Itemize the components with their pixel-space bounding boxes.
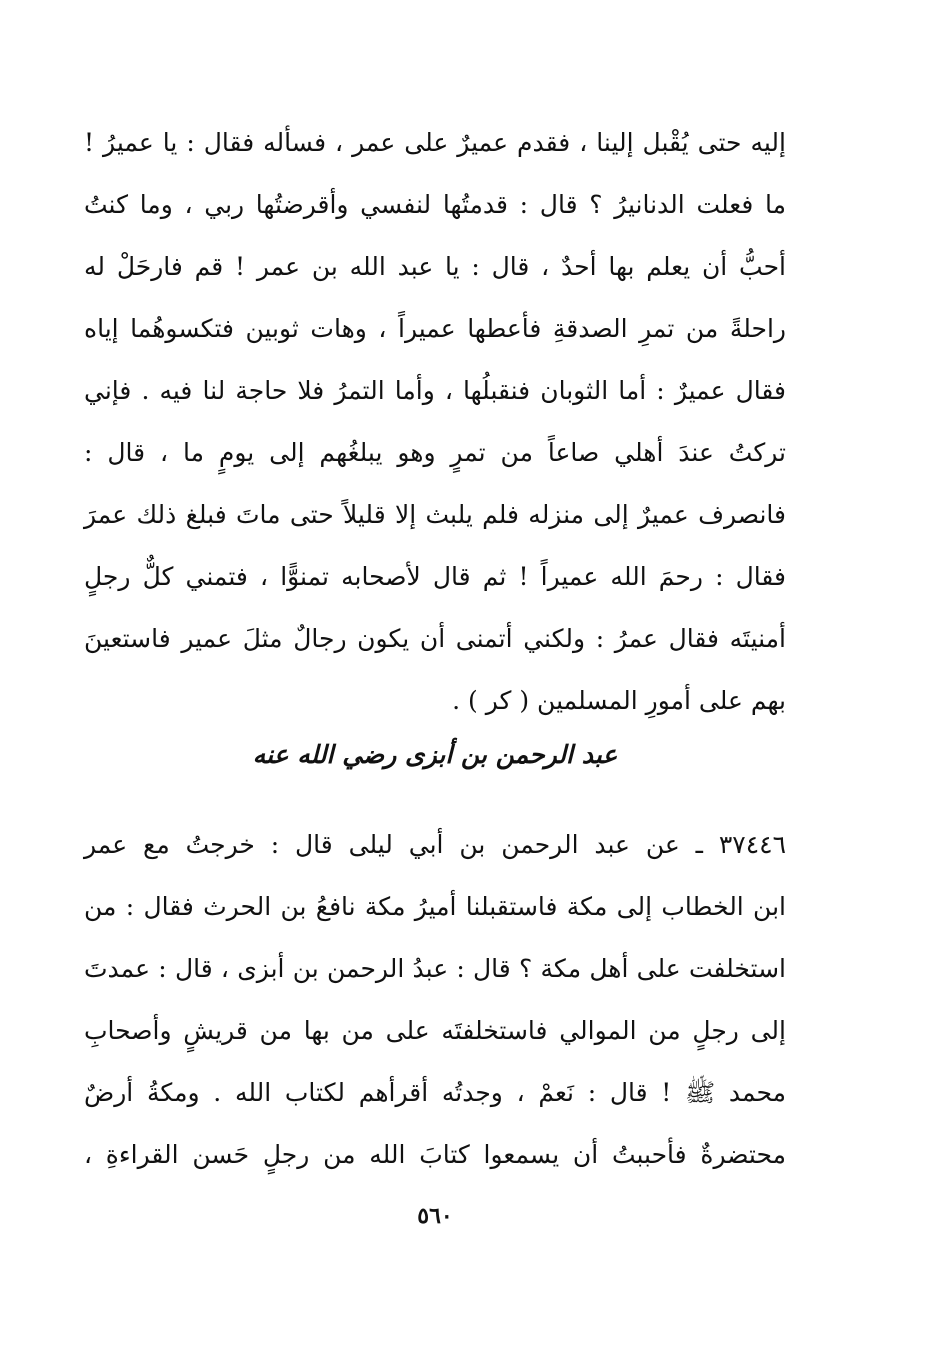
text-line: أحبُّ أن يعلم بها أحدٌ ، قال : يا عبد الله بن عمر ! قم فارحَلْ له	[84, 252, 786, 281]
text-line: فقال عميرٌ : أما الثوبان فنقبلُها ، وأما التمرُ فلا حاجة لنا فيه . فإني	[84, 376, 786, 405]
text-line: تركتُ عندَ أهلي صاعاً من تمرٍ وهو يبلغُهم إلى يومٍ ما ، قال :	[84, 438, 786, 467]
text-line: راحلةً من تمرِ الصدقةِ فأعطها عميراً ، وهات ثوبين فتكسوهُما إياه	[84, 314, 786, 343]
paragraph-hadith-37446	[84, 814, 786, 1186]
text-line: ٣٧٤٤٦ ـ عن عبد الرحمن بن أبي ليلى قال : خرجتُ مع عمر	[84, 830, 786, 859]
text-line: استخلفت على أهل مكة ؟ قال : عبدُ الرحمن بن أبزى ، قال : عمدتَ	[84, 954, 786, 983]
text-line: فانصرف عميرٌ إلى منزله فلم يلبث إلا قليلاً حتى ماتَ فبلغ ذلك عمرَ	[84, 500, 786, 529]
text-line: ابن الخطاب إلى مكة فاستقبلنا أميرُ مكة نافعُ بن الحرث فقال : من	[84, 892, 786, 921]
text-line: بهم على أمورِ المسلمين ( كر ) .	[452, 686, 786, 715]
text-line: ما فعلت الدنانيرُ ؟ قال : قدمتُها لنفسي وأقرضتُها ربي ، وما كنتُ	[84, 190, 786, 219]
section-heading: عبد الرحمن بن أبزى رضي الله عنه	[252, 740, 618, 769]
text-line: إلى رجلٍ من الموالي فاستخلفتَه على من بها من قريشٍ وأصحابِ	[84, 1016, 786, 1045]
page-number: ٥٦٠	[417, 1203, 453, 1229]
text-line: إليه حتى يُقْبل إلينا ، فقدم عميرٌ على عمر ، فسأله فقال : يا عميرُ !	[84, 128, 786, 157]
paragraph-umair	[84, 112, 786, 732]
text-line: محمد ﷺ ! قال : نَعمْ ، وجدتُه أقرأهم لكتاب الله . ومكةُ أرضٌ	[84, 1078, 786, 1107]
text-line: أمنيتَه فقال عمرُ : ولكني أتمنى أن يكون رجالٌ مثلَ عمير فاستعينَ	[84, 624, 786, 653]
text-line: فقال : رحمَ الله عميراً ! ثم قال لأصحابه تمنوًّا ، فتمني كلٌّ رجلٍ	[84, 562, 787, 591]
text-line: محتضرةٌ فأحببتُ أن يسمعوا كتابَ الله من رجلٍ حَسن القراءةِ ،	[84, 1140, 786, 1169]
